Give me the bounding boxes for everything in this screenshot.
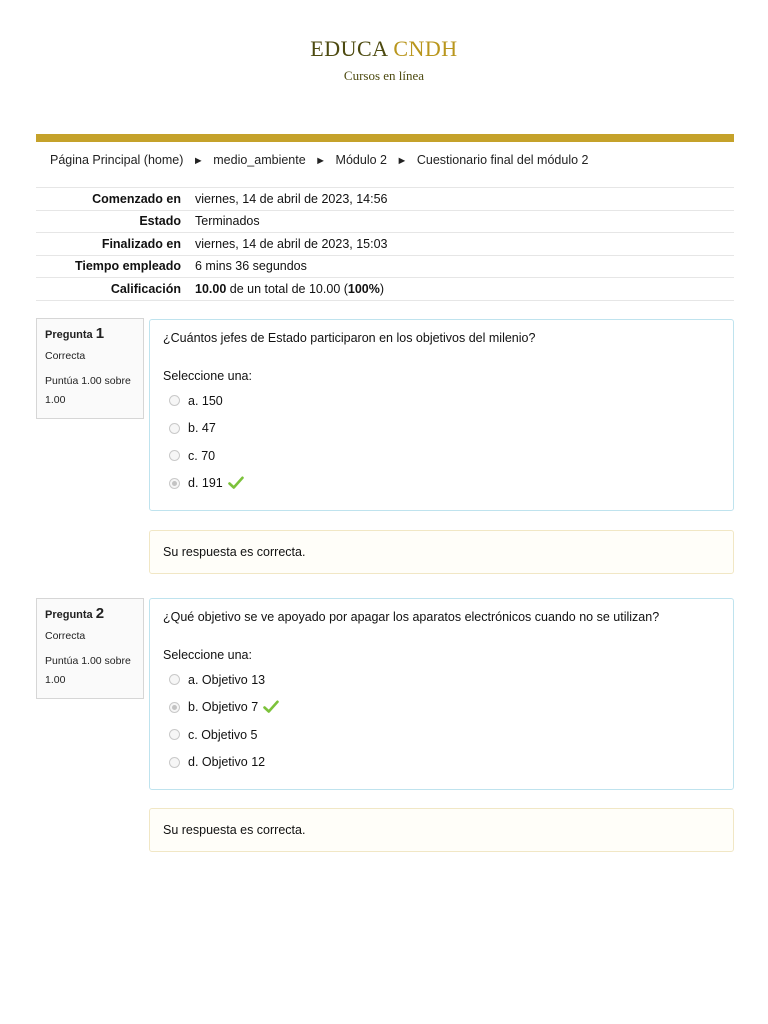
summary-value <box>188 278 734 301</box>
radio-button[interactable] <box>169 423 180 434</box>
answer-option[interactable] <box>163 415 720 443</box>
question-text: ¿Qué objetivo se ve apoyado por apagar los aparatos electrónicos cuando no se utilizan? <box>163 610 660 624</box>
radio-button[interactable] <box>169 757 180 768</box>
question-prompt: Seleccione una: <box>163 369 252 383</box>
question-2-content <box>149 598 734 790</box>
question-2-feedback <box>149 808 734 852</box>
summary-label: Calificación <box>110 281 181 296</box>
summary-label: Finalizado en <box>101 236 181 251</box>
answer-option[interactable] <box>163 721 720 749</box>
answer-options <box>163 666 720 776</box>
breadcrumb-course[interactable]: medio_ambiente <box>213 153 306 167</box>
logo-text-educa: EDUCA <box>310 36 388 61</box>
breadcrumb-quiz[interactable]: Cuestionario final del módulo 2 <box>416 153 589 167</box>
answer-option-label: b. Objetivo 7 <box>188 700 259 715</box>
answer-option-selected[interactable] <box>163 470 720 498</box>
feedback-text: Su respuesta es correcta. <box>163 823 306 837</box>
breadcrumb-home[interactable]: Página Principal (home) <box>50 153 184 167</box>
answer-option-label: c. Objetivo 5 <box>188 727 258 742</box>
answer-option-label: d. Objetivo 12 <box>188 755 266 770</box>
radio-button[interactable] <box>169 450 180 461</box>
summary-row-time-taken <box>36 255 734 278</box>
answer-option-selected[interactable] <box>163 694 720 722</box>
header-divider-bar <box>36 134 734 142</box>
radio-button-checked[interactable] <box>169 702 180 713</box>
summary-label: Tiempo empleado <box>74 259 181 274</box>
triangle-right-icon: ► <box>396 155 408 167</box>
question-text: ¿Cuántos jefes de Estado participaron en los objetivos del milenio? <box>163 331 536 345</box>
question-number-value: 2 <box>95 605 105 622</box>
logo-text-cndh: CNDH <box>393 36 458 61</box>
answer-options <box>163 387 720 497</box>
question-label: Pregunta <box>45 329 93 341</box>
answer-option[interactable] <box>163 387 720 415</box>
grade-score: 10.00 <box>195 281 227 296</box>
summary-label: Comenzado en <box>92 191 181 206</box>
question-label: Pregunta <box>45 609 93 621</box>
answer-option-label: a. 150 <box>188 393 223 408</box>
answer-option[interactable] <box>163 749 720 777</box>
question-grade: Puntúa 1.00 sobre 1.00 <box>45 375 131 406</box>
triangle-right-icon: ► <box>192 155 204 167</box>
question-prompt: Seleccione una: <box>163 648 252 662</box>
question-number <box>45 605 136 622</box>
summary-value: viernes, 14 de abril de 2023, 15:03 <box>195 236 388 251</box>
feedback-text: Su respuesta es correcta. <box>163 545 306 559</box>
question-state: Correcta <box>45 630 86 642</box>
question-state: Correcta <box>45 350 86 362</box>
grade-percent: 100% <box>347 281 380 296</box>
check-icon <box>263 700 279 714</box>
answer-option[interactable] <box>163 442 720 470</box>
grade-close-paren: ) <box>379 281 385 296</box>
question-number <box>45 325 136 342</box>
question-1-feedback <box>149 530 734 574</box>
radio-button[interactable] <box>169 395 180 406</box>
summary-row-state <box>36 210 734 233</box>
radio-button[interactable] <box>169 729 180 740</box>
site-logo-title[interactable] <box>0 36 768 62</box>
answer-option-label: d. 191 <box>188 476 223 491</box>
answer-option-label: a. Objetivo 13 <box>188 672 266 687</box>
summary-label: Estado <box>139 214 181 229</box>
site-header <box>0 36 768 84</box>
question-1-info <box>36 318 144 419</box>
triangle-right-icon: ► <box>315 155 327 167</box>
question-grade: Puntúa 1.00 sobre 1.00 <box>45 655 131 686</box>
breadcrumb <box>50 153 588 167</box>
radio-button-checked[interactable] <box>169 478 180 489</box>
summary-row-started <box>36 188 734 211</box>
summary-row-grade <box>36 278 734 301</box>
summary-value: Terminados <box>195 214 260 229</box>
question-1-content <box>149 319 734 511</box>
breadcrumb-module[interactable]: Módulo 2 <box>335 153 387 167</box>
answer-option-label: b. 47 <box>188 421 216 436</box>
radio-button[interactable] <box>169 674 180 685</box>
check-icon <box>228 476 244 490</box>
attempt-summary-table <box>36 187 734 301</box>
question-2-info <box>36 598 144 699</box>
answer-option-label: c. 70 <box>188 448 216 463</box>
summary-row-finished <box>36 233 734 256</box>
site-subtitle: Cursos en línea <box>343 68 425 83</box>
summary-value: 6 mins 36 segundos <box>195 259 307 274</box>
question-number-value: 1 <box>95 325 105 342</box>
grade-total-text: de un total de 10.00 ( <box>226 281 348 296</box>
answer-option[interactable] <box>163 666 720 694</box>
summary-value: viernes, 14 de abril de 2023, 14:56 <box>195 191 388 206</box>
